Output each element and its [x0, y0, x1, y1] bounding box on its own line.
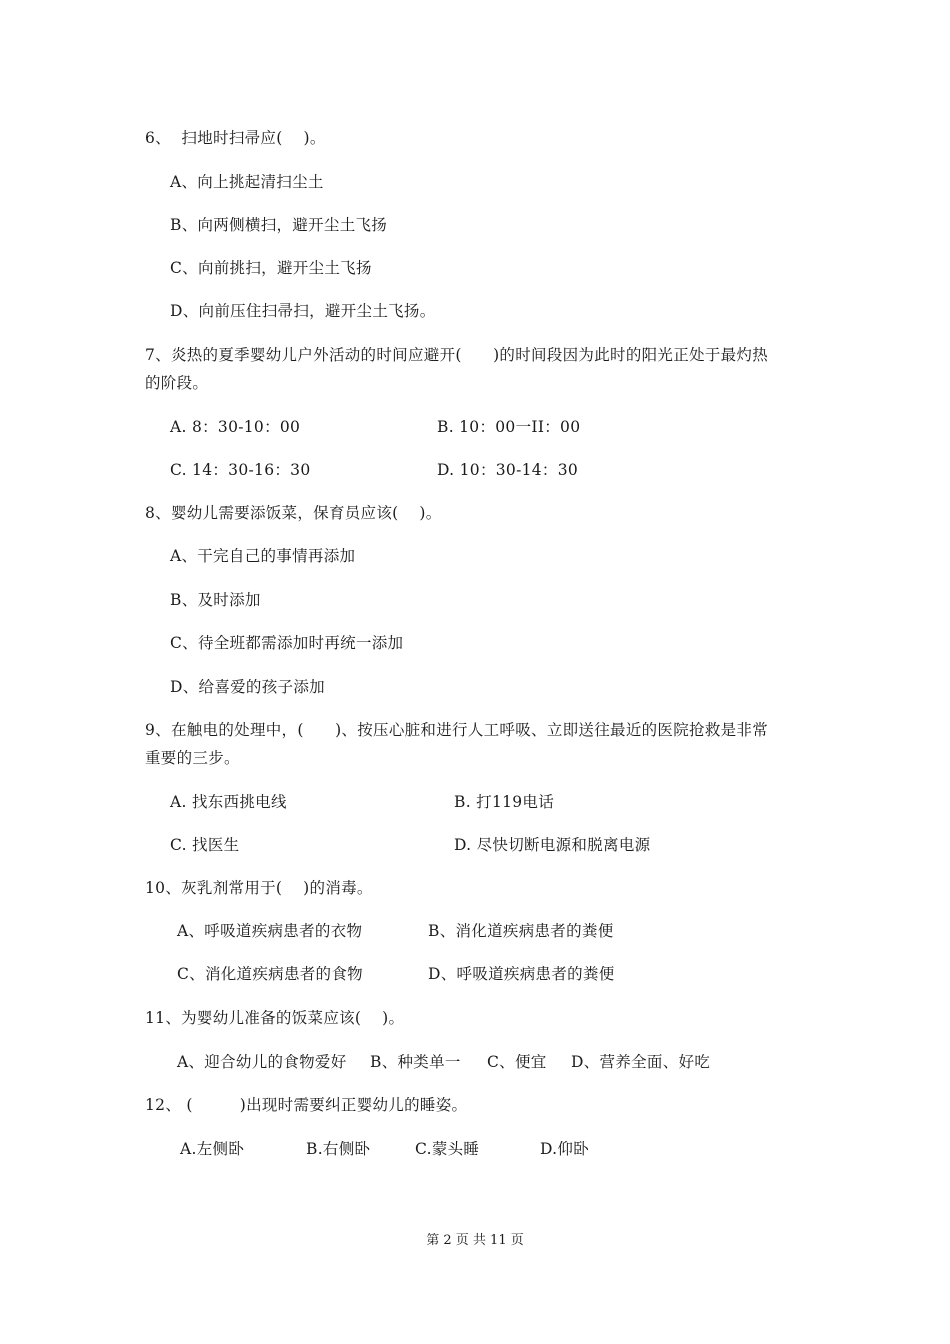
- question-7-option-d: D. 10：30-14：30: [437, 461, 579, 479]
- question-8-stem: 8、婴幼儿需要添饭菜，保育员应该( )。: [145, 504, 442, 522]
- question-9-option-d: D. 尽快切断电源和脱离电源: [454, 836, 651, 854]
- question-10-option-d: D、呼吸道疾病患者的粪便: [428, 965, 615, 983]
- question-7-stem-line2: 的阶段。: [145, 374, 209, 392]
- question-9-option-b: B. 打119电话: [454, 793, 555, 811]
- question-8-option-a: A、干完自己的事情再添加: [170, 547, 356, 565]
- question-7-option-b: B. 10：00一II：00: [437, 418, 581, 436]
- question-10-option-a: A、呼吸道疾病患者的衣物: [177, 922, 363, 940]
- question-6-option-c: C、向前挑扫，避开尘土飞扬: [170, 259, 372, 277]
- question-7-option-a: A. 8：30-10：00: [170, 418, 301, 436]
- question-8-option-d: D、给喜爱的孩子添加: [170, 678, 325, 696]
- question-11-stem: 11、为婴幼儿准备的饭菜应该( )。: [145, 1009, 405, 1027]
- question-12-option-d: D.仰卧: [540, 1140, 590, 1158]
- question-12-option-c: C.蒙头睡: [415, 1140, 480, 1158]
- question-9-option-c: C. 找医生: [170, 836, 240, 854]
- question-11-option-d: D、营养全面、好吃: [571, 1053, 711, 1071]
- question-8-option-c: C、待全班都需添加时再统一添加: [170, 634, 404, 652]
- question-6-option-a: A、向上挑起清扫尘土: [170, 173, 324, 191]
- question-12-stem: 12、 ( )出现时需要纠正婴幼儿的睡姿。: [145, 1096, 468, 1114]
- question-7-stem-line1: 7、炎热的夏季婴幼儿户外活动的时间应避开( )的时间段因为此时的阳光正处于最灼热: [145, 346, 769, 364]
- question-10-option-b: B、消化道疾病患者的粪便: [428, 922, 614, 940]
- question-11-option-a: A、迎合幼儿的食物爱好: [177, 1053, 347, 1071]
- question-12-option-b: B.右侧卧: [306, 1140, 371, 1158]
- question-6-option-b: B、向两侧横扫，避开尘土飞扬: [170, 216, 388, 234]
- question-9-stem-line1: 9、在触电的处理中，( )、按压心脏和进行人工呼吸、立即送往最近的医院抢救是非常: [145, 721, 769, 739]
- question-6-stem: 6、 扫地时扫帚应( )。: [145, 129, 326, 147]
- question-6-option-d: D、向前压住扫帚扫，避开尘土飞扬。: [170, 302, 436, 320]
- question-12-option-a: A.左侧卧: [180, 1140, 245, 1158]
- page-number-footer: 第 2 页 共 11 页: [426, 1233, 524, 1248]
- question-11-option-c: C、便宜: [487, 1053, 547, 1071]
- question-11-option-b: B、种类单一: [370, 1053, 461, 1071]
- question-10-stem: 10、灰乳剂常用于( )的消毒。: [145, 879, 373, 897]
- question-10-option-c: C、消化道疾病患者的食物: [177, 965, 363, 983]
- question-9-stem-line2: 重要的三步。: [145, 749, 240, 767]
- question-7-option-c: C. 14：30-16：30: [170, 461, 311, 479]
- question-8-option-b: B、及时添加: [170, 591, 261, 609]
- question-9-option-a: A. 找东西挑电线: [170, 793, 287, 811]
